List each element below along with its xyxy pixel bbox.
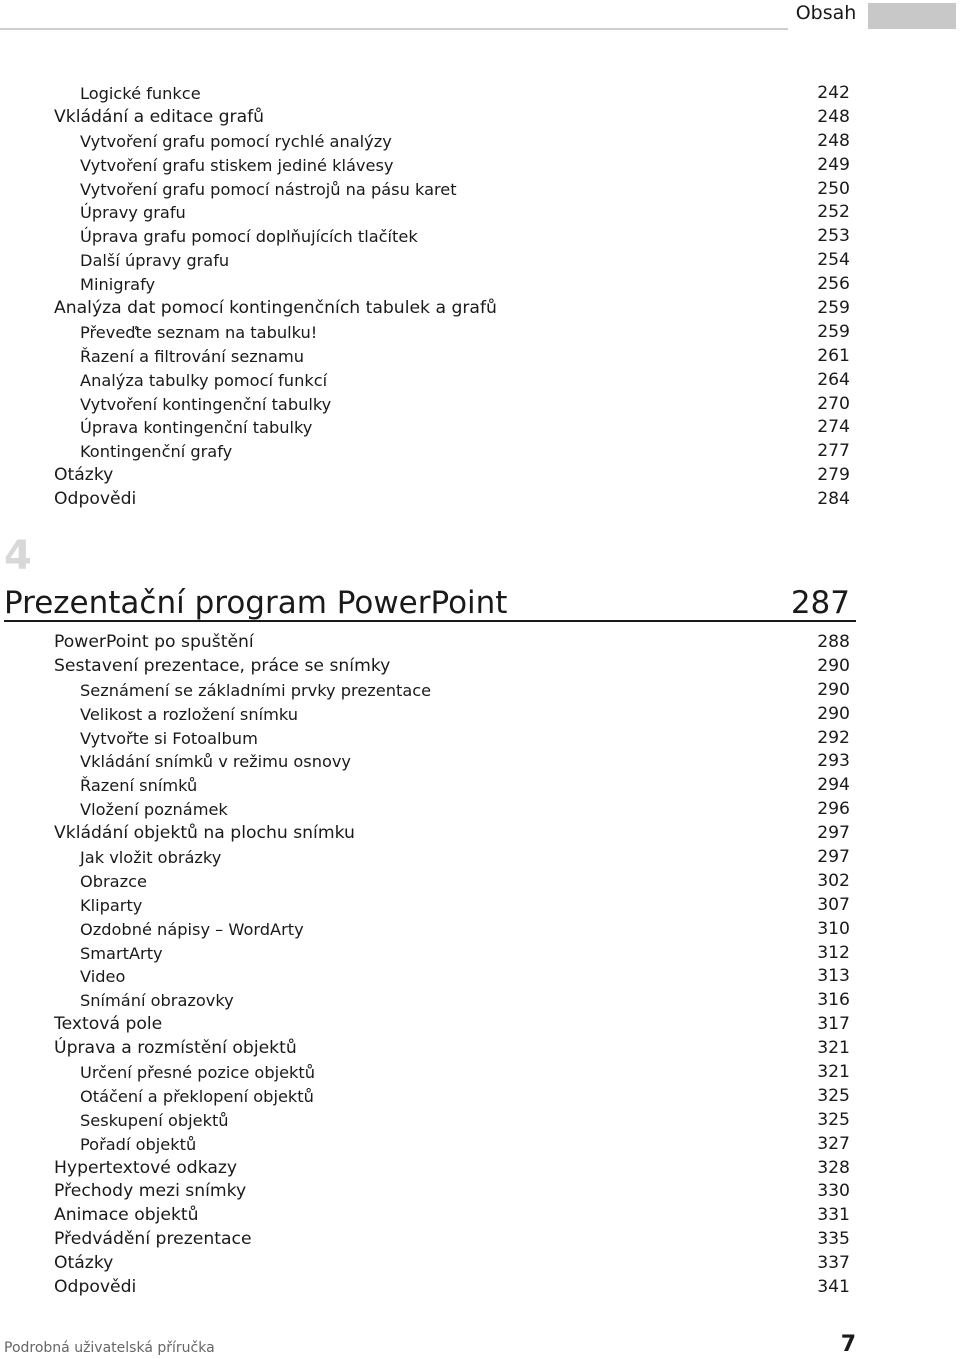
toc-entry-page: 307 — [817, 894, 850, 915]
toc-entry-label: Snímání obrazovky — [80, 991, 234, 1011]
toc-entry[interactable] — [0, 1252, 960, 1276]
toc-entry-label: Vytvoření grafu pomocí rychlé analýzy — [80, 131, 392, 151]
toc-entry[interactable] — [0, 225, 960, 249]
toc-entry[interactable] — [0, 1085, 960, 1109]
toc-entry-page: 313 — [817, 966, 850, 987]
toc-entry[interactable] — [0, 870, 960, 894]
toc-entry-page: 321 — [817, 1038, 850, 1059]
toc-entry-label: Analýza dat pomocí kontingenčních tabulek a grafů — [54, 298, 497, 319]
toc-entry[interactable] — [0, 440, 960, 464]
toc-entry-page: 284 — [817, 489, 850, 510]
toc-entry-page: 264 — [817, 369, 850, 390]
toc-entry-page: 310 — [817, 918, 850, 939]
toc-entry-label: PowerPoint po spuštění — [54, 632, 254, 652]
toc-entry[interactable] — [0, 393, 960, 417]
toc-entry-page: 288 — [817, 632, 850, 652]
toc-entry[interactable] — [0, 798, 960, 822]
toc-entry-page: 321 — [817, 1062, 850, 1083]
toc-entry[interactable] — [0, 894, 960, 918]
toc-entry[interactable] — [0, 1157, 960, 1181]
toc-entry-page: 290 — [817, 679, 850, 700]
toc-entry-page: 261 — [817, 345, 850, 366]
footer-page-number: 7 — [840, 1332, 856, 1357]
toc-entry-label: Minigrafy — [80, 275, 156, 295]
toc-entry[interactable] — [0, 273, 960, 297]
toc-entry-label: Analýza tabulky pomocí funkcí — [80, 370, 328, 390]
footer-text: Podrobná uživatelská příručka — [4, 1340, 215, 1356]
toc-entry-page: 270 — [817, 393, 850, 414]
chapter-number: 4 — [4, 533, 32, 579]
toc-entry-label: Řazení a filtrování seznamu — [80, 346, 304, 366]
toc-entry-label: Velikost a rozložení snímku — [80, 704, 299, 724]
toc-entry[interactable] — [0, 774, 960, 798]
toc-entry[interactable] — [0, 1133, 960, 1157]
toc-entry[interactable] — [0, 1204, 960, 1228]
toc-entry-label: Otázky — [54, 465, 114, 486]
toc-entry-page: 325 — [817, 1109, 850, 1130]
toc-entry[interactable] — [0, 154, 960, 178]
toc-entry-page: 297 — [817, 823, 850, 844]
toc-entry[interactable] — [0, 464, 960, 488]
toc-entry-label: Úprava grafu pomocí doplňujících tlačítek — [80, 227, 418, 247]
toc-entry[interactable] — [0, 488, 960, 512]
toc-entry-page: 290 — [817, 655, 850, 676]
toc-entry-page: 312 — [817, 942, 850, 963]
toc-entry-label: Odpovědi — [54, 489, 137, 510]
toc-entry[interactable] — [0, 369, 960, 393]
toc-entry-page: 328 — [817, 1157, 850, 1178]
toc-entry-label: Určení přesné pozice objektů — [80, 1063, 316, 1083]
toc-entry[interactable] — [0, 1109, 960, 1133]
toc-entry-page: 293 — [817, 751, 850, 772]
toc-entry-label: Video — [80, 967, 126, 987]
toc-entry[interactable] — [0, 655, 960, 679]
toc-entry-label: Otázky — [54, 1253, 114, 1274]
toc-entry-label: Jak vložit obrázky — [80, 848, 222, 868]
toc-entry[interactable] — [0, 989, 960, 1013]
toc-entry[interactable] — [0, 1180, 960, 1204]
toc-entry[interactable] — [0, 1276, 960, 1300]
toc-entry[interactable] — [0, 82, 960, 106]
toc-entry-label: Úprava a rozmístění objektů — [54, 1038, 297, 1059]
toc-entry-label: Textová pole — [54, 1014, 163, 1035]
toc-entry-page: 316 — [817, 990, 850, 1011]
toc-entry-label: Animace objektů — [54, 1205, 199, 1226]
toc-entry-page: 297 — [817, 847, 850, 868]
toc-entry-label: Ozdobné nápisy – WordArty — [80, 919, 304, 939]
toc-entry-label: Vytvoření grafu pomocí nástrojů na pásu karet — [80, 179, 457, 199]
toc-entry-label: Řazení snímků — [80, 776, 198, 796]
toc-entry[interactable] — [0, 106, 960, 130]
toc-entry-page: 331 — [817, 1205, 850, 1226]
toc-entry[interactable] — [0, 201, 960, 225]
toc-entry-page: 259 — [817, 298, 850, 319]
chapter-page: 287 — [790, 585, 850, 621]
header-title: Obsah — [795, 2, 857, 24]
toc-entry[interactable] — [0, 249, 960, 273]
toc-entry-label: Hypertextové odkazy — [54, 1157, 238, 1178]
toc-entry[interactable] — [0, 1061, 960, 1085]
toc-entry-page: 259 — [817, 321, 850, 342]
toc-entry-page: 292 — [817, 727, 850, 748]
toc-entry[interactable] — [0, 942, 960, 966]
toc-entry-label: Logické funkce — [80, 84, 201, 103]
toc-entry[interactable] — [0, 846, 960, 870]
toc-entry-label: Vložení poznámek — [80, 800, 228, 820]
toc-entry[interactable] — [0, 1228, 960, 1252]
toc-entry-label: Kontingenční grafy — [80, 442, 233, 462]
toc-entry-page: 290 — [817, 703, 850, 724]
chapter-title: Prezentační program PowerPoint — [4, 585, 508, 621]
toc-entry-label: Úprava kontingenční tabulky — [80, 418, 313, 438]
toc-entry-page: 253 — [817, 226, 850, 247]
toc-entry-page: 279 — [817, 465, 850, 486]
toc-entry-page: 242 — [817, 83, 850, 103]
toc-entry-page: 256 — [817, 274, 850, 295]
toc-entry-page: 325 — [817, 1085, 850, 1106]
toc-entry[interactable] — [0, 750, 960, 774]
toc-entry-page: 327 — [817, 1133, 850, 1154]
toc-entry-label: Vytvořte si Fotoalbum — [80, 728, 258, 748]
toc-entry-page: 317 — [817, 1014, 850, 1035]
toc-entry[interactable] — [0, 297, 960, 321]
toc-entry[interactable] — [0, 727, 960, 751]
toc-entry[interactable] — [0, 130, 960, 154]
toc-entry[interactable] — [0, 1013, 960, 1037]
toc-entry-label: Otáčení a překlopení objektů — [80, 1086, 314, 1106]
toc-entry-label: Seznámení se základními prvky prezentace — [80, 680, 432, 700]
toc-entry[interactable] — [0, 1037, 960, 1061]
toc-entry-page: 294 — [817, 775, 850, 796]
toc-entry[interactable] — [0, 679, 960, 703]
toc-section-previous — [0, 82, 960, 512]
toc-entry-page: 249 — [817, 154, 850, 175]
toc-entry[interactable] — [0, 822, 960, 846]
toc-entry-label: SmartArty — [80, 943, 163, 963]
toc-entry[interactable] — [0, 416, 960, 440]
header-rule — [0, 28, 788, 30]
toc-entry-label: Seskupení objektů — [80, 1110, 229, 1130]
toc-entry-label: Další úpravy grafu — [80, 251, 230, 271]
toc-entry-page: 337 — [817, 1253, 850, 1274]
toc-entry-label: Vkládání a editace grafů — [54, 106, 265, 127]
toc-entry[interactable] — [0, 965, 960, 989]
toc-section-chapter — [0, 631, 960, 1300]
toc-entry-label: Vytvoření kontingenční tabulky — [80, 394, 332, 414]
toc-entry-label: Předvádění prezentace — [54, 1229, 252, 1250]
toc-entry-label: Vkládání objektů na plochu snímku — [54, 823, 355, 844]
toc-entry-label: Odpovědi — [54, 1277, 137, 1298]
toc-entry-page: 250 — [817, 178, 850, 199]
toc-entry[interactable] — [0, 345, 960, 369]
chapter-heading[interactable] — [4, 584, 856, 622]
toc-entry-page: 335 — [817, 1229, 850, 1250]
toc-entry-page: 274 — [817, 417, 850, 438]
toc-entry[interactable] — [0, 321, 960, 345]
toc-entry[interactable] — [0, 918, 960, 942]
toc-entry-page: 248 — [817, 106, 850, 127]
toc-entry-page: 341 — [817, 1277, 850, 1298]
toc-entry-label: Obrazce — [80, 871, 147, 891]
toc-entry-label: Přechody mezi snímky — [54, 1181, 247, 1202]
toc-entry-label: Vkládání snímků v režimu osnovy — [80, 752, 352, 772]
toc-entry-label: Pořadí objektů — [80, 1134, 197, 1154]
toc-entry-page: 302 — [817, 870, 850, 891]
toc-entry-label: Převeďte seznam na tabulku! — [80, 322, 318, 342]
toc-entry-page: 248 — [817, 130, 850, 151]
toc-entry-label: Vytvoření grafu stiskem jediné klávesy — [80, 155, 394, 175]
toc-entry-page: 254 — [817, 250, 850, 271]
toc-entry[interactable] — [0, 178, 960, 202]
toc-entry[interactable] — [0, 703, 960, 727]
toc-entry-page: 296 — [817, 799, 850, 820]
toc-entry-page: 330 — [817, 1181, 850, 1202]
header-tab-block — [868, 3, 956, 29]
toc-entry[interactable] — [0, 631, 960, 655]
toc-entry-label: Kliparty — [80, 895, 143, 915]
toc-entry-label: Úpravy grafu — [80, 203, 186, 223]
toc-entry-page: 277 — [817, 441, 850, 462]
toc-entry-label: Sestavení prezentace, práce se snímky — [54, 655, 391, 676]
toc-entry-page: 252 — [817, 202, 850, 223]
